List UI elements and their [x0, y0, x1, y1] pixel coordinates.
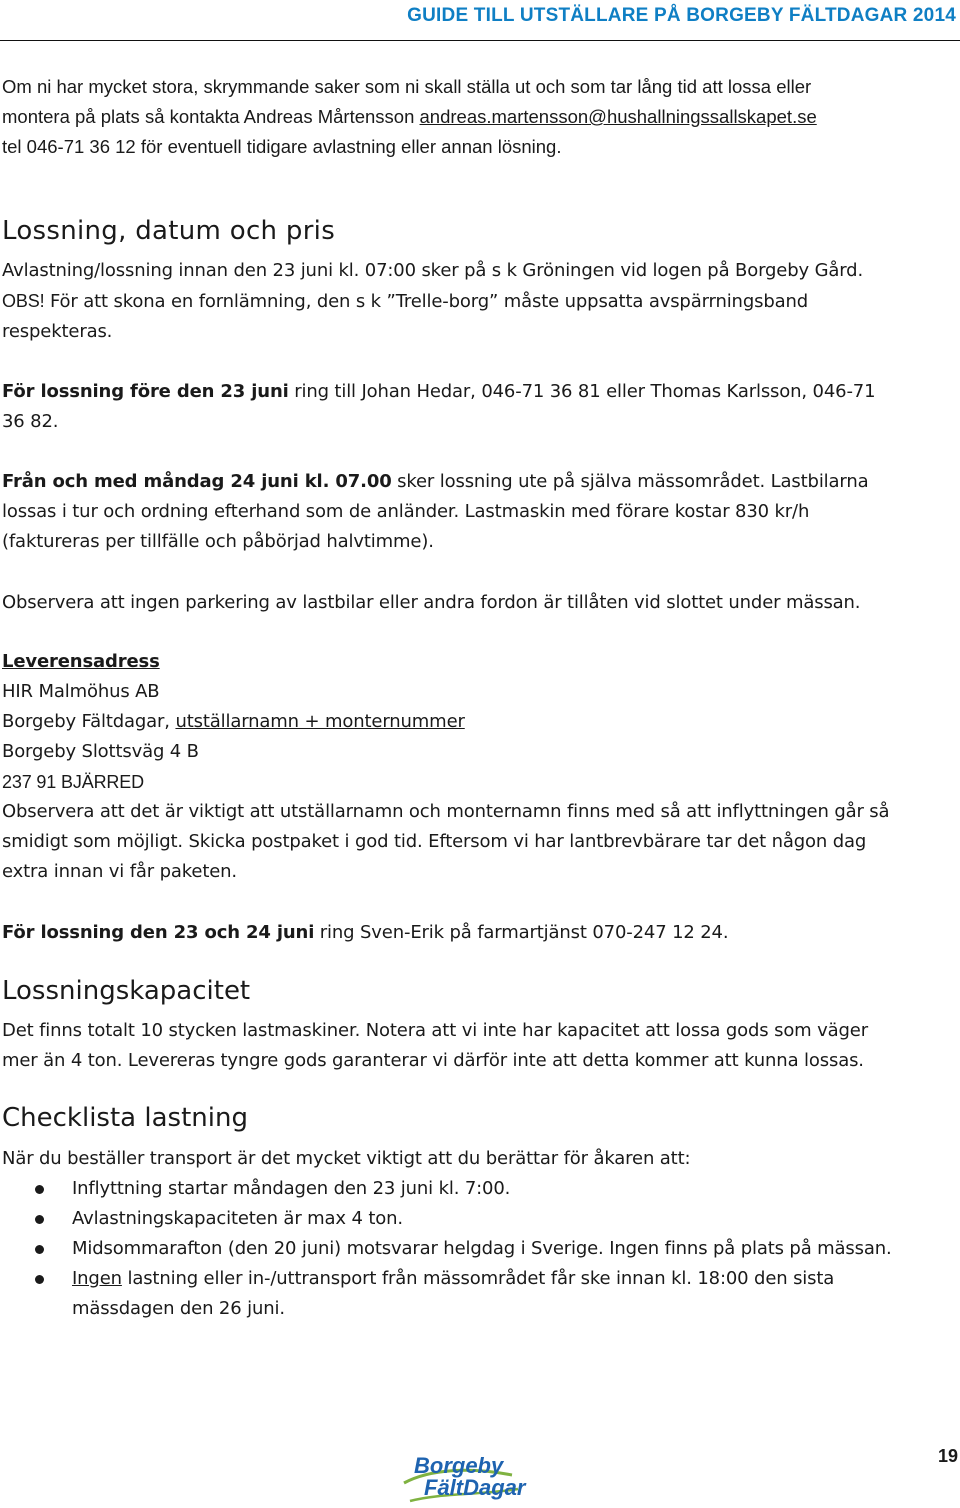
lossning-paragraph-4: Observera att ingen parkering av lastbilar eller andra fordon är tillåten vid slottet under mässan. — [2, 592, 861, 613]
lossning-p2-text: ring till Johan Hedar, 046-71 36 81 eller Thomas Karlsson, 046-71 — [288, 381, 876, 402]
leverans-underlined: utställarnamn + monternummer — [175, 711, 465, 732]
leverans-ring-line — [2, 918, 958, 948]
list-item-text: lastning eller in-/uttransport från mässområdet får ske innan kl. 18:00 den sista — [121, 1268, 835, 1289]
kapacitet-paragraph — [2, 1016, 958, 1076]
intro-line-1: Om ni har mycket stora, skrymmande saker som ni skall ställa ut och som tar lång tid att lossa eller — [2, 76, 812, 97]
checklista-list — [2, 1174, 958, 1324]
intro-line-3: tel 046-71 36 12 för eventuell tidigare avlastning eller annan lösning. — [2, 136, 562, 157]
leverans-ring-bold: För lossning den 23 och 24 juni — [2, 922, 315, 943]
leverans-ring-text: ring Sven-Erik på farmartjänst 070-247 12 24. — [314, 922, 729, 943]
intro-line-2-text: montera på plats så kontakta Andreas Mårtensson — [2, 106, 420, 127]
lossning-p3-bold: Från och med måndag 24 juni kl. 07.00 — [2, 471, 392, 492]
list-item — [2, 1234, 958, 1264]
heading-checklista: Checklista lastning — [2, 1103, 248, 1133]
kapacitet-line-2: mer än 4 ton. Levereras tyngre gods garanterar vi därför inte att detta kommer att kunna lossas. — [2, 1050, 864, 1071]
lossning-paragraph-1 — [2, 256, 958, 347]
lossning-p2-line-2: 36 82. — [2, 411, 59, 432]
lossning-p1-line-2 — [2, 286, 958, 317]
lossning-p2-bold: För lossning före den 23 juni — [2, 381, 289, 402]
checklista-intro: När du beställer transport är det mycket viktigt att du berättar för åkaren att: — [2, 1148, 691, 1169]
bullet-icon — [35, 1215, 44, 1224]
list-item-text-line-2: mässdagen den 26 juni. — [72, 1298, 285, 1319]
list-item-underlined: Ingen — [72, 1268, 122, 1289]
kapacitet-line-1: Det finns totalt 10 stycken lastmaskiner. Notera att vi inte har kapacitet att lossa gods som väger — [2, 1020, 868, 1041]
lossning-p3-line-1 — [2, 467, 958, 497]
lossning-p2-line-1 — [2, 377, 958, 407]
lossning-p3-line-3: (faktureras per tillfälle och påbörjad halvtimme). — [2, 531, 434, 552]
leverans-heading-text: Leverensadress — [2, 651, 160, 672]
intro-paragraph — [2, 72, 958, 162]
lossning-p1-line-3: respekteras. — [2, 321, 113, 342]
list-item-text: Avlastningskapaciteten är max 4 ton. — [72, 1208, 403, 1229]
list-item-text: Inflyttning startar måndagen den 23 juni kl. 7:00. — [72, 1178, 511, 1199]
leverans-line-2 — [2, 707, 958, 737]
list-item-text: Midsommarafton (den 20 juni) motsvarar helgdag i Sverige. Ingen finns på plats på mässan. — [72, 1238, 892, 1259]
header-divider — [0, 40, 960, 41]
leverans-line-1: HIR Malmöhus AB — [2, 681, 160, 702]
bullet-icon — [35, 1185, 44, 1194]
intro-line-2 — [2, 102, 958, 132]
email-link[interactable]: andreas.martensson@hushallningssallskapet.se — [419, 106, 817, 127]
lossning-paragraph-2 — [2, 377, 958, 437]
lossning-p1-line-1: Avlastning/lossning innan den 23 juni kl. 07:00 sker på s k Gröningen vid logen på Borgeby Gård. — [2, 260, 864, 281]
leverans-line-4: 237 91 BJÄRRED — [2, 772, 144, 792]
lossning-paragraph-3 — [2, 467, 958, 557]
leverans-note-line-1: Observera att det är viktigt att utställarnamn och monternamn finns med så att inflyttningen går så — [2, 801, 890, 822]
leverans-line-3: Borgeby Slottsväg 4 B — [2, 741, 199, 762]
heading-lossning: Lossning, datum och pris — [2, 216, 336, 246]
obs-label: OBS! — [2, 291, 45, 311]
borgeby-faltdagar-logo — [400, 1453, 530, 1505]
lossning-p3-text: sker lossning ute på själva mässområdet. Lastbilarna — [391, 471, 869, 492]
bullet-icon — [35, 1245, 44, 1254]
list-item — [2, 1174, 958, 1204]
lossning-p1-line-2-text: För att skona en fornlämning, den s k ”Trelle-borg” måste uppsatta avspärrningsband — [44, 291, 809, 312]
logo-text-line-1: Borgeby — [414, 1453, 504, 1478]
list-item — [2, 1204, 958, 1234]
leverans-note-line-2: smidigt som möjligt. Skicka postpaket i god tid. Eftersom vi har lantbrevbärare tar det någon dag — [2, 831, 867, 852]
heading-kapacitet: Lossningskapacitet — [2, 976, 251, 1006]
heading-leverans — [2, 647, 958, 677]
leverans-line-2-text: Borgeby Fältdagar, — [2, 711, 176, 732]
page-number: 19 — [937, 1446, 958, 1466]
bullet-icon — [35, 1275, 44, 1284]
leverans-note-line-3: extra innan vi får paketen. — [2, 861, 237, 882]
list-item — [2, 1264, 958, 1324]
logo-text-line-2: FältDagar — [424, 1475, 526, 1500]
leverans-section — [2, 647, 958, 887]
lossning-p3-line-2: lossas i tur och ordning efterhand som de anländer. Lastmaskin med förare kostar 830 kr/h — [2, 501, 810, 522]
document-header-title: GUIDE TILL UTSTÄLLARE PÅ BORGEBY FÄLTDAGAR 2014 — [407, 5, 956, 26]
